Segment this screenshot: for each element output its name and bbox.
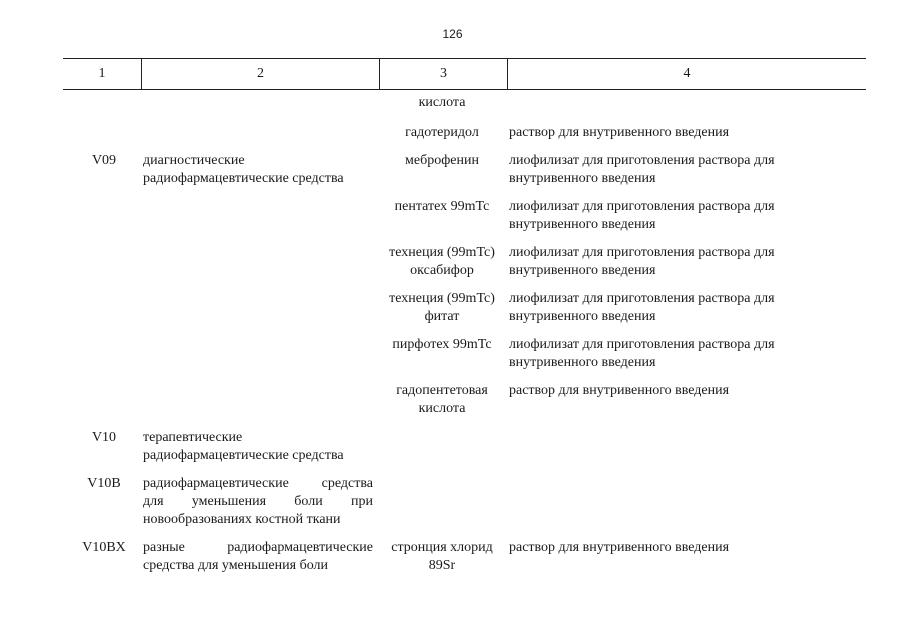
drug-name: технеция (99mTc) оксабифор xyxy=(389,245,495,278)
atc-code: V09 xyxy=(91,153,117,168)
header-col-1: 1 xyxy=(98,66,106,81)
dosage-form: раствор для внутривенного введения xyxy=(509,125,730,140)
drug-name: пентатех 99mTc xyxy=(394,199,490,214)
atc-code: V10B xyxy=(87,476,121,491)
atc-description: разные радиофармацевтические средства для уменьшения боли xyxy=(143,540,373,573)
drug-name: гадопентетовая кислота xyxy=(396,383,488,416)
dosage-form: лиофилизат для приготовления раствора для внутривенного введения xyxy=(509,199,775,232)
atc-code: V10BX xyxy=(82,540,126,555)
header-col-2: 2 xyxy=(257,66,264,81)
atc-description: терапевтические радиофармацевтические средства xyxy=(143,430,344,463)
atc-description: диагностические радиофармацевтические средства xyxy=(143,153,344,186)
page-number: 126 xyxy=(442,27,463,41)
dosage-form: раствор для внутривенного введения xyxy=(509,540,730,555)
table-header xyxy=(63,58,866,90)
header-col-3: 3 xyxy=(440,66,447,81)
drug-name: гадотеридол xyxy=(405,125,479,140)
drug-name: меброфенин xyxy=(405,153,479,168)
atc-code: V10 xyxy=(91,430,117,445)
drug-name: кислота xyxy=(418,95,466,110)
drug-name: технеция (99mTc) фитат xyxy=(389,291,495,324)
dosage-form: лиофилизат для приготовления раствора для внутривенного введения xyxy=(509,291,775,324)
dosage-form: лиофилизат для приготовления раствора для внутривенного введения xyxy=(509,153,775,186)
header-col-4: 4 xyxy=(683,66,691,81)
dosage-form: раствор для внутривенного введения xyxy=(509,383,730,398)
dosage-form: лиофилизат для приготовления раствора для внутривенного введения xyxy=(509,245,775,278)
atc-description: радиофармацевтические средства для уменьшения боли при новообразованиях костной ткани xyxy=(143,476,373,527)
dosage-form: лиофилизат для приготовления раствора для внутривенного введения xyxy=(509,337,775,370)
drug-name: стронция хлорид 89Sr xyxy=(391,540,493,573)
drug-name: пирфотех 99mTc xyxy=(392,337,492,352)
